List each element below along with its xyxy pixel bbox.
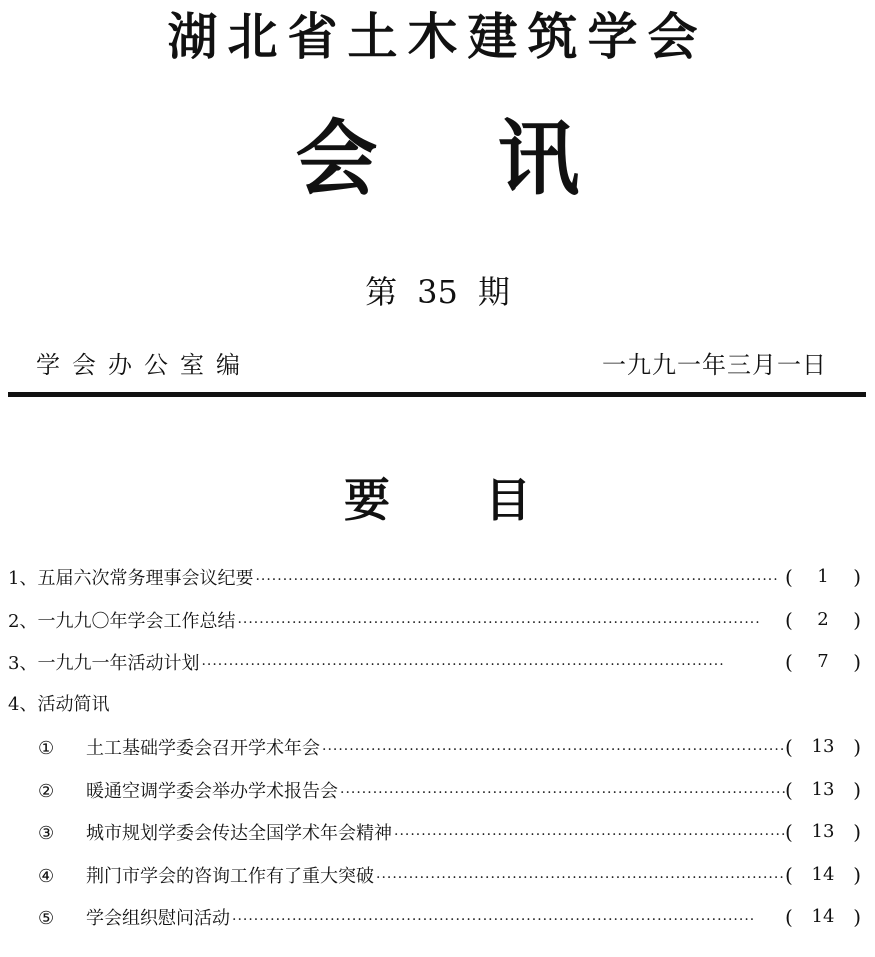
issue-suffix: 期 xyxy=(477,273,510,311)
toc-page-ref xyxy=(785,896,861,939)
toc-subitem-5[interactable] xyxy=(0,896,875,939)
dot-leader xyxy=(374,857,785,900)
paren-close: ) xyxy=(853,650,861,674)
table-of-contents xyxy=(0,556,875,939)
dot-leader xyxy=(230,899,785,942)
toc-item-number: 2、 xyxy=(8,610,38,632)
paren-close: ) xyxy=(853,820,861,844)
toc-subitem-title: 暖通空调学委会举办学术报告会 xyxy=(86,780,338,802)
paren-close: ) xyxy=(853,565,861,589)
paren-close: ) xyxy=(853,905,861,929)
contents-title xyxy=(0,470,875,530)
toc-item-number: 4、 xyxy=(8,693,38,715)
toc-subitem-number: ② xyxy=(38,780,55,802)
toc-page-number: 13 xyxy=(811,736,835,757)
toc-subitem-title: 学会组织慰问活动 xyxy=(86,908,230,929)
toc-item-title: 一九九一年活动计划 xyxy=(37,653,200,674)
publication-date: 一九九一年三月一日 xyxy=(602,351,827,379)
toc-page-number: 7 xyxy=(817,651,829,672)
org-title: 湖北省土木建筑学会 xyxy=(167,8,708,66)
toc-item-1[interactable] xyxy=(0,556,875,599)
paren-open: ( xyxy=(785,565,793,589)
newsletter-title xyxy=(0,110,875,210)
toc-item-4[interactable] xyxy=(0,684,875,727)
toc-page-number: 2 xyxy=(817,608,829,630)
toc-item-3[interactable] xyxy=(0,641,875,684)
toc-page-number: 1 xyxy=(817,566,829,587)
toc-page-number: 14 xyxy=(811,863,835,885)
paren-open: ( xyxy=(785,735,793,759)
toc-subitem-3[interactable] xyxy=(0,811,875,854)
toc-subitem-number: ① xyxy=(38,738,55,759)
toc-page-ref xyxy=(785,769,861,812)
toc-item-number: 1、 xyxy=(8,568,38,589)
newsletter-title-char-2: 讯 xyxy=(497,112,580,207)
issue-prefix: 第 xyxy=(365,273,398,311)
dot-leader xyxy=(199,644,785,687)
toc-item-title: 活动简讯 xyxy=(37,693,110,715)
toc-subitem-2[interactable] xyxy=(0,769,875,812)
header-divider xyxy=(8,392,866,397)
paren-open: ( xyxy=(785,820,793,844)
contents-title-char-1: 要 xyxy=(344,473,390,527)
toc-page-number: 13 xyxy=(811,778,835,800)
toc-page-ref xyxy=(785,811,861,854)
toc-subitem-title: 荆门市学会的咨询工作有了重大突破 xyxy=(86,865,374,887)
toc-subitem-title: 土工基础学委会召开学术年会 xyxy=(86,738,320,759)
paren-open: ( xyxy=(785,905,793,929)
toc-page-ref xyxy=(785,854,861,897)
paren-close: ) xyxy=(853,862,861,887)
paren-close: ) xyxy=(853,777,861,802)
toc-page-ref xyxy=(785,641,861,684)
dot-leader xyxy=(235,602,785,645)
paren-open: ( xyxy=(785,862,793,887)
paren-open: ( xyxy=(785,650,793,674)
toc-subitem-4[interactable] xyxy=(0,854,875,897)
toc-subitem-number: ③ xyxy=(38,823,55,844)
dot-leader xyxy=(320,729,785,772)
toc-subitem-number: ④ xyxy=(38,865,55,887)
paren-close: ) xyxy=(853,607,861,632)
contents-title-char-2: 目 xyxy=(485,473,531,527)
toc-item-title: 一九九〇年学会工作总结 xyxy=(37,610,236,632)
editor-line: 学会办公室编 xyxy=(36,351,252,379)
toc-page-ref xyxy=(785,726,861,769)
toc-page-number: 13 xyxy=(811,821,835,842)
toc-page-number: 14 xyxy=(811,906,835,927)
newsletter-title-char-1: 会 xyxy=(295,112,378,207)
toc-subitem-title: 城市规划学委会传达全国学术年会精神 xyxy=(86,823,392,844)
toc-subitem-number: ⑤ xyxy=(38,908,55,929)
toc-item-number: 3、 xyxy=(8,653,38,674)
issue-number-line xyxy=(0,270,875,314)
toc-page-ref xyxy=(785,556,861,599)
dot-leader xyxy=(253,559,785,602)
paren-open: ( xyxy=(785,607,793,632)
paren-close: ) xyxy=(853,735,861,759)
dot-leader xyxy=(338,772,785,815)
issue-number: 35 xyxy=(417,273,458,311)
toc-subitem-1[interactable] xyxy=(0,726,875,769)
toc-page-ref xyxy=(785,599,861,642)
toc-item-title: 五届六次常务理事会议纪要 xyxy=(37,568,254,589)
toc-item-2[interactable] xyxy=(0,599,875,642)
paren-open: ( xyxy=(785,777,793,802)
dot-leader xyxy=(392,814,785,857)
